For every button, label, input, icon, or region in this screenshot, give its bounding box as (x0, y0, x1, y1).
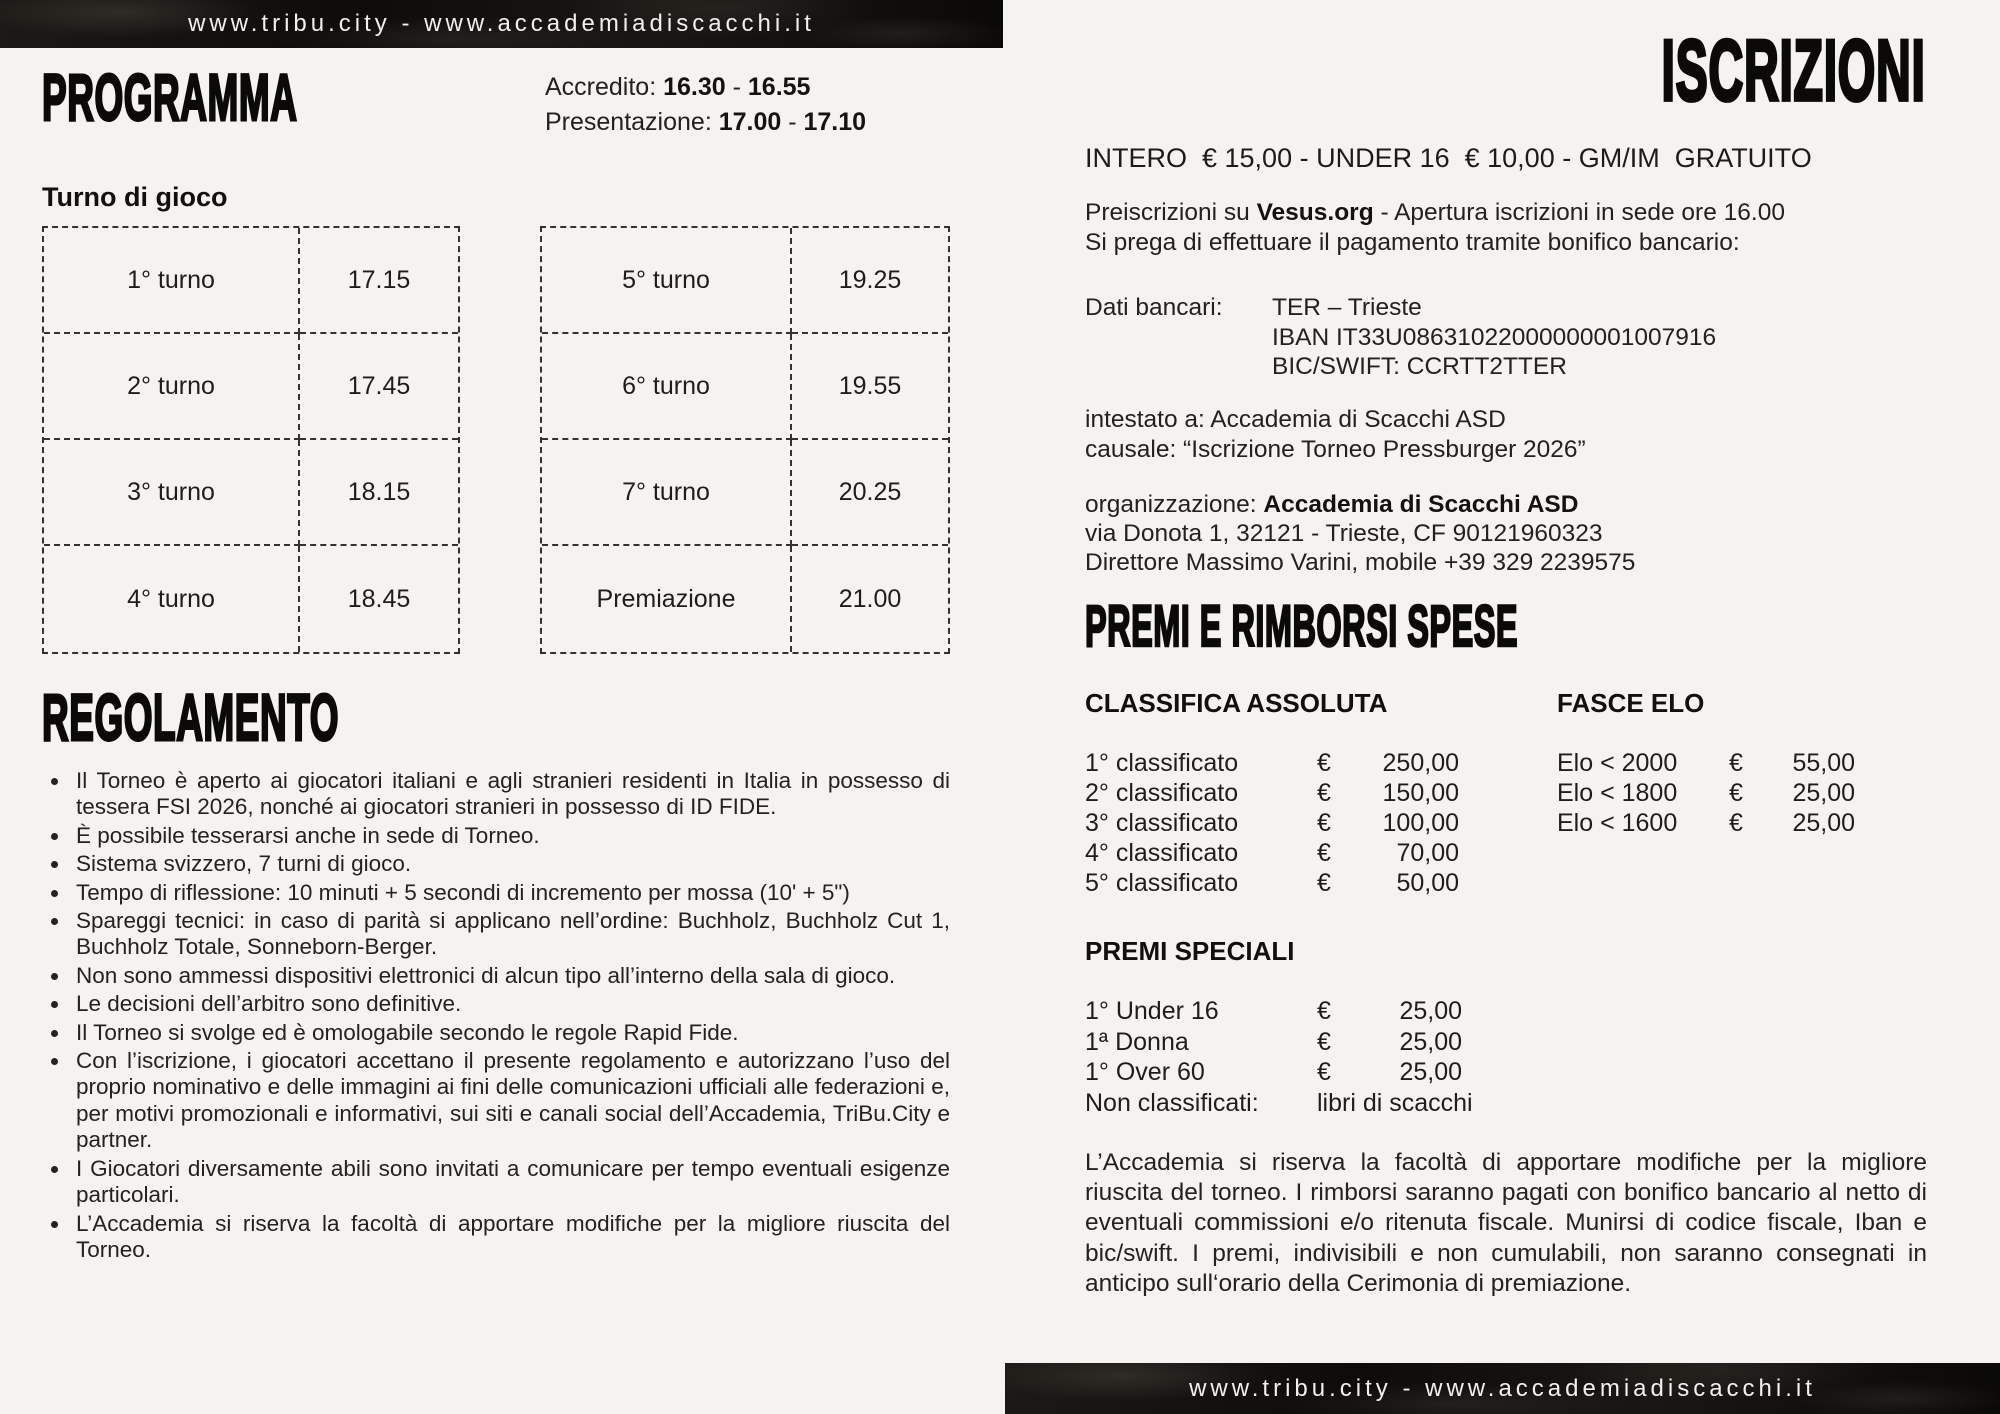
euro-sign: € (1729, 809, 1743, 837)
top-url-text: www.tribu.city - www.accademiadiscacchi.it (188, 10, 815, 37)
preregistration-block (1085, 198, 1785, 257)
transfer-details-block (1085, 405, 1586, 464)
premi-speciali-rows (1085, 996, 1473, 1118)
rule-item: Il Torneo è aperto ai giocatori italiani e agli stranieri residenti in Italia in possesso di tessera FSI 2026, nonché ai giocatori stranieri in possesso di ID FIDE. (42, 768, 950, 821)
round-label: Premiazione (542, 546, 792, 652)
round-time: 19.25 (792, 228, 948, 334)
schedule-note (545, 70, 866, 140)
rule-item: L’Accademia si riserva la facoltà di apportare modifiche per la migliore riuscita del Torneo. (42, 1211, 950, 1264)
rule-item: Spareggi tecnici: in caso di parità si applicano nell’ordine: Buchholz, Buchholz Cut 1, Buchholz Totale, Sonneborn-Berger. (42, 908, 950, 961)
round-time: 20.25 (792, 440, 948, 546)
rule-item: Il Torneo si svolge ed è omologabile secondo le regole Rapid Fide. (42, 1020, 950, 1046)
euro-sign: € (1317, 779, 1331, 807)
rounds-table-right (540, 226, 950, 654)
organization-director: Direttore Massimo Varini, mobile +39 329 2239575 (1085, 549, 1636, 576)
round-label: 7° turno (542, 440, 792, 546)
prize-row: 2° classificato € 150,00 (1085, 779, 1459, 807)
bottom-url-text: www.tribu.city - www.accademiadiscacchi.it (1189, 1374, 1816, 1402)
fasce-elo-title: FASCE ELO (1557, 688, 1705, 718)
round-time: 17.15 (300, 228, 458, 334)
round-time: 18.45 (347, 584, 411, 613)
rule-item: I Giocatori diversamente abili sono invitati a comunicare per tempo eventuali esigenze particolari. (42, 1156, 950, 1209)
prize-row: Non classificati: libri di scacchi (1085, 1088, 1473, 1117)
classifica-title: CLASSIFICA ASSOLUTA (1085, 688, 1388, 718)
rule-item: Non sono ammessi dispositivi elettronici di alcun tipo all’interno della sala di gioco. (42, 963, 950, 989)
prize-row: Elo < 2000 € 55,00 (1557, 749, 1855, 777)
prize-row: 5° classificato € 50,00 (1085, 869, 1459, 897)
iban: IBAN IT33U08631022000000001007916 (1272, 323, 1717, 351)
euro-sign: € (1317, 1027, 1331, 1056)
prize-row: 1° Over 60 € 25,00 (1085, 1058, 1462, 1086)
fees-line: INTERO € 15,00 - UNDER 16 € 10,00 - GM/IM GRATUITO (1085, 143, 1812, 173)
round-time: 17.45 (300, 334, 458, 440)
round-time: 21.00 (838, 584, 902, 613)
prize-row: Elo < 1800 € 25,00 (1557, 779, 1855, 807)
euro-sign: € (1729, 749, 1743, 777)
euro-sign: € (1317, 809, 1331, 837)
bic-swift: BIC/SWIFT: CCRTT2TTER (1272, 353, 1567, 380)
euro-sign: € (1729, 779, 1743, 807)
prize-row: 3° classificato € 100,00 (1085, 809, 1459, 837)
bank-data-block (1085, 293, 1716, 382)
prize-row: 1ª Donna € 25,00 (1085, 1027, 1462, 1056)
prize-row: 1° classificato € 250,00 (1085, 749, 1459, 777)
rule-item: Tempo di riflessione: 10 minuti + 5 secondi di incremento per mossa (10' + 5") (42, 880, 950, 906)
organization-address: via Donota 1, 32121 - Trieste, CF 90121960323 (1085, 520, 1603, 547)
iscrizioni-heading: ISCRIZIONI (1661, 23, 1926, 119)
round-label: 2° turno (44, 334, 300, 440)
fasce-elo-rows (1557, 748, 1855, 838)
prizes-note: L’Accademia si riserva la facoltà di apportare modifiche per la migliore riuscita del torneo. I rimborsi saranno pagati con bonifico bancario al netto di eventuali commissioni e/o ritenuta fiscale. Munirsi di codice fiscale, Iban e bic/swift. I premi, indivisibili e non cumulabili, non saranno consegnati in anticipo sull‘orario della Cerimonia di premiazione. (1085, 1149, 1927, 1297)
top-url-bar (0, 0, 1003, 48)
round-label: 5° turno (542, 228, 792, 334)
intestato-line: intestato a: Accademia di Scacchi ASD (1085, 406, 1506, 433)
organization-line: organizzazione: Accademia di Scacchi ASD (1085, 491, 1579, 518)
round-label: 3° turno (44, 440, 300, 546)
payment-line: Si prega di effettuare il pagamento tramite bonifico bancario: (1085, 228, 1740, 256)
regolamento-heading: REGOLAMENTO (42, 680, 340, 754)
bottom-url-bar (1005, 1363, 2000, 1414)
organization-block (1085, 490, 1635, 577)
bank-data-lines (1272, 293, 1716, 382)
classifica-rows (1085, 748, 1459, 898)
euro-sign: € (1317, 997, 1331, 1025)
euro-sign: € (1317, 839, 1331, 867)
prize-row: 1° Under 16 € 25,00 (1085, 997, 1462, 1025)
causale-line: causale: “Iscrizione Torneo Pressburger 2026” (1085, 435, 1586, 463)
rule-item: Con l’iscrizione, i giocatori accettano il presente regolamento e autorizzano l’uso del proprio nominativo e delle immagini ai fini delle comunicazioni ufficiali alle federazioni e, per motivi promozionali e informativi, sui siti e canali social dell’Accademia, TriBu.City e partner. (42, 1048, 950, 1154)
round-label: 6° turno (542, 334, 792, 440)
presentazione-line: Presentazione: 17.00 - 17.10 (545, 108, 867, 136)
euro-sign: € (1317, 869, 1331, 897)
prize-row: 4° classificato € 70,00 (1085, 839, 1459, 867)
euro-sign: € (1317, 1058, 1331, 1086)
rounds-subtitle: Turno di gioco (42, 182, 228, 212)
bank-data-label: Dati bancari: (1085, 294, 1223, 321)
programma-heading: PROGRAMMA (42, 60, 298, 134)
round-label: 4° turno (44, 546, 300, 652)
rules-list (42, 768, 950, 1265)
round-label: 1° turno (44, 228, 300, 334)
euro-sign: € (1317, 749, 1331, 777)
preregistration-line: Preiscrizioni su Vesus.org - Apertura iscrizioni in sede ore 16.00 (1085, 199, 1785, 226)
round-time: 19.55 (792, 334, 948, 440)
rounds-table-left (42, 226, 460, 654)
rule-item: Sistema svizzero, 7 turni di gioco. (42, 851, 950, 877)
prize-row: Elo < 1600 € 25,00 (1557, 809, 1855, 837)
rule-item: Le decisioni dell’arbitro sono definitive. (42, 991, 950, 1017)
round-time: 18.15 (300, 440, 458, 546)
rule-item: È possibile tesserarsi anche in sede di Torneo. (42, 823, 950, 849)
premi-speciali-title: PREMI SPECIALI (1085, 936, 1295, 966)
premi-heading: PREMI E RIMBORSI SPESE (1085, 594, 1519, 659)
bank-name: TER – Trieste (1272, 294, 1422, 321)
accredito-line: Accredito: 16.30 - 16.55 (545, 73, 811, 101)
